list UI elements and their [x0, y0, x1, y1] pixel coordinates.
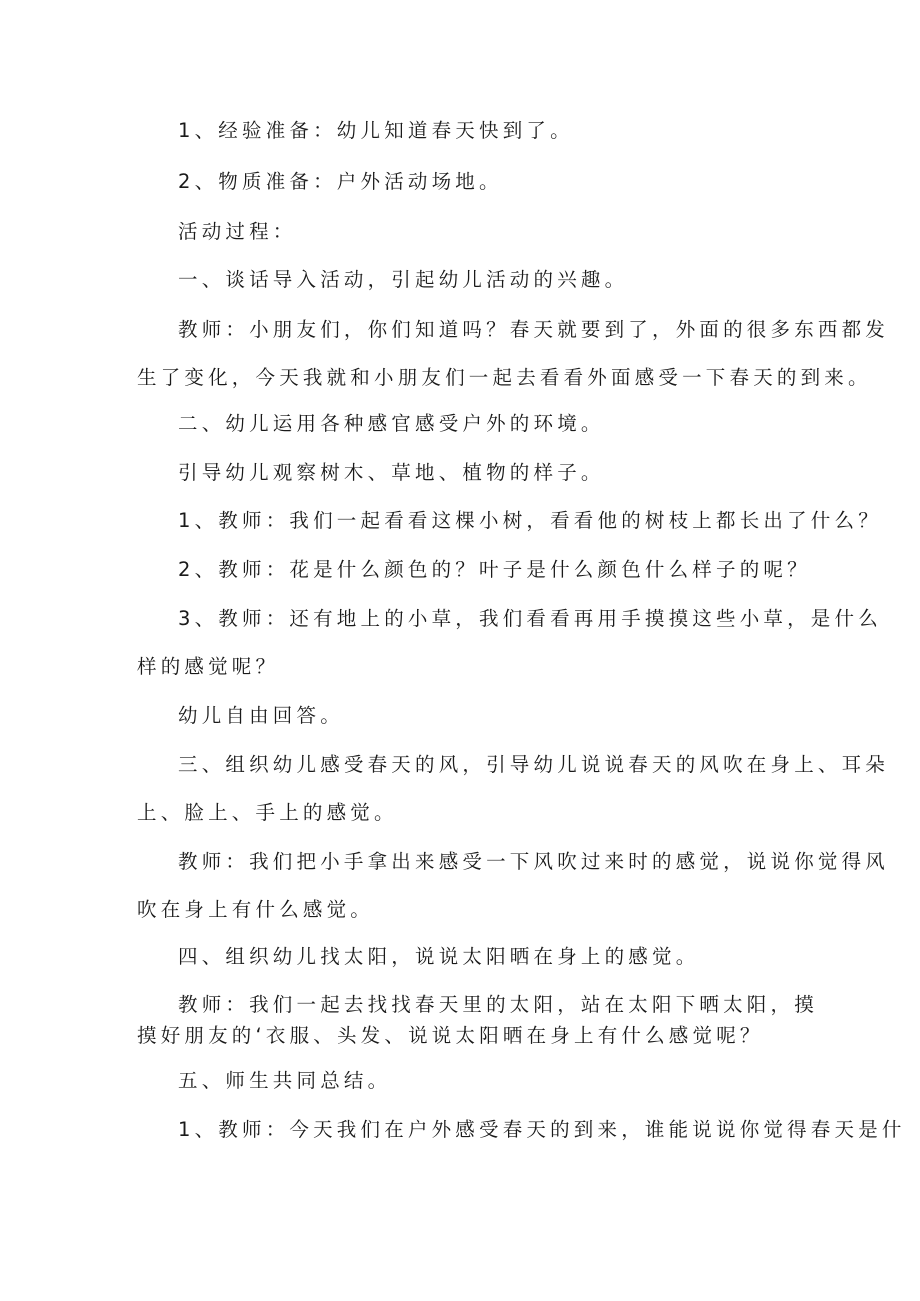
teacher-intro-line-2: 生了变化，今天我就和小朋友们一起去看看外面感受一下春天的到来。	[137, 366, 872, 389]
teacher-question-3-line-2: 样的感觉呢？	[137, 655, 280, 678]
teacher-intro-line-1: 教师：小朋友们，你们知道吗？春天就要到了，外面的很多东西都发	[178, 318, 890, 341]
summary-question-line: 1、教师：今天我们在户外感受春天的到来，谁能说说你觉得春天是什	[178, 1118, 906, 1141]
step-three-heading-line-2: 上、脸上、手上的感觉。	[137, 801, 398, 824]
teacher-question-1: 1、教师：我们一起看看这棵小树，看看他的树枝上都长出了什么？	[178, 509, 882, 532]
teacher-question-3-line-1: 3、教师：还有地上的小草，我们看看再用手摸摸这些小草，是什么	[178, 607, 882, 630]
step-five-heading: 五、师生共同总结。	[178, 1069, 392, 1092]
prep-materials-line: 2、物质准备：户外活动场地。	[178, 170, 503, 193]
teacher-wind-line-1: 教师：我们把小手拿出来感受一下风吹过来时的感觉，说说你觉得风	[178, 850, 890, 873]
teacher-question-2: 2、教师：花是什么颜色的？叶子是什么颜色什么样子的呢？	[178, 558, 811, 581]
step-four-heading: 四、组织幼儿找太阳，说说太阳晒在身上的感觉。	[178, 945, 700, 968]
children-answer-line: 幼儿自由回答。	[178, 704, 344, 727]
observe-guide-line: 引导幼儿观察树木、草地、植物的样子。	[178, 461, 605, 484]
teacher-sun-line-1: 教师：我们一起去找找春天里的太阳，站在太阳下晒太阳，摸	[178, 993, 818, 1016]
teacher-sun-line-2: 摸好朋友的‘衣服、头发、说说太阳晒在身上有什么感觉呢？	[137, 1024, 764, 1047]
step-two-heading: 二、幼儿运用各种感官感受户外的环境。	[178, 412, 605, 435]
step-one-heading: 一、谈话导入活动，引起幼儿活动的兴趣。	[178, 268, 629, 291]
process-heading: 活动过程：	[178, 220, 297, 243]
prep-experience-line: 1、经验准备：幼儿知道春天快到了。	[178, 119, 574, 142]
step-three-heading-line-1: 三、组织幼儿感受春天的风，引导幼儿说说春天的风吹在身上、耳朵	[178, 753, 890, 776]
teacher-wind-line-2: 吹在身上有什么感觉。	[137, 898, 375, 921]
